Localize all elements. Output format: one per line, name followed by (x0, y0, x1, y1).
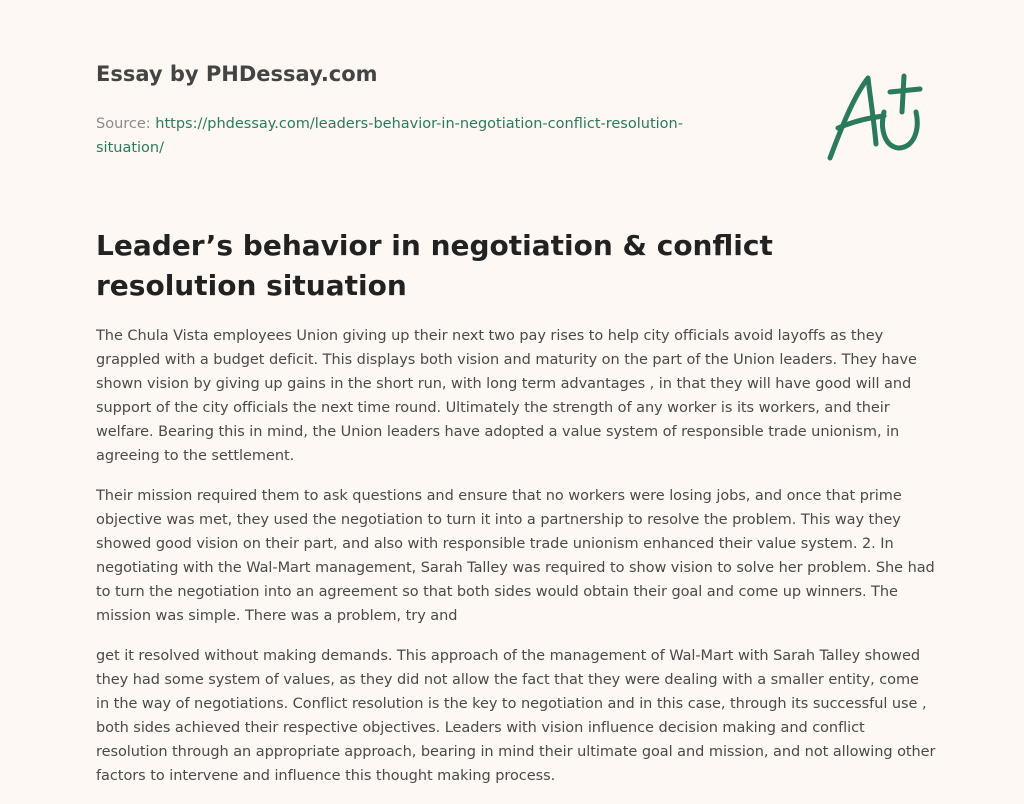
source-link[interactable]: https://phdessay.com/leaders-behavior-in-negotiation-conflict-resolution-situation/ (96, 116, 683, 156)
site-brand: Essay by PHDessay.com (96, 62, 378, 86)
a-plus-grade-icon (820, 66, 930, 166)
essay-title: Leader’s behavior in negotiation & conflict resolution situation (96, 229, 773, 302)
essay-paragraph: The Chula Vista employees Union giving up their next two pay rises to help city officials avoid layoffs as they grappled with a budget deficit. This displays both vision and maturity on the part of the Union leaders. They have shown vision by giving up gains in the short run, with long term advantages , in that they will have good will and support of the city officials the next time round. Ultimately the strength of any worker is its workers, and their welfare. Bearing this in mind, the Union leaders have adopted a value system of responsible trade unionism, in agreeing to the settlement. (96, 328, 917, 464)
essay-paragraph: get it resolved without making demands. This approach of the management of Wal-Mart with Sarah Talley showed they had some system of values, as they did not allow the fact that they were dealing with a smaller entity, come in the way of negotiations. Conflict resolution is the key to negotiation and in this case, through its successful use , both sides achieved their respective objectives. Leaders with vision influence decision making and conflict resolution through an appropriate approach, bearing in mind their ultimate goal and mission, and not allowing other factors to intervene and influence this thought making process. (96, 648, 936, 784)
source-label: Source: (96, 116, 156, 132)
source-line (96, 112, 716, 160)
essay-body (96, 324, 936, 804)
essay-paragraph: Their mission required them to ask questions and ensure that no workers were losing jobs, and once that prime objective was met, they used the negotiation to turn it into a partnership to resolve the problem. This way they showed good vision on their part, and also with responsible trade unionism enhanced their value system. 2. In negotiating with the Wal-Mart management, Sarah Talley was required to show vision to solve her problem. She had to turn the negotiation into an agreement so that both sides would obtain their goal and come up winners. The mission was simple. There was a problem, try and (96, 488, 935, 624)
